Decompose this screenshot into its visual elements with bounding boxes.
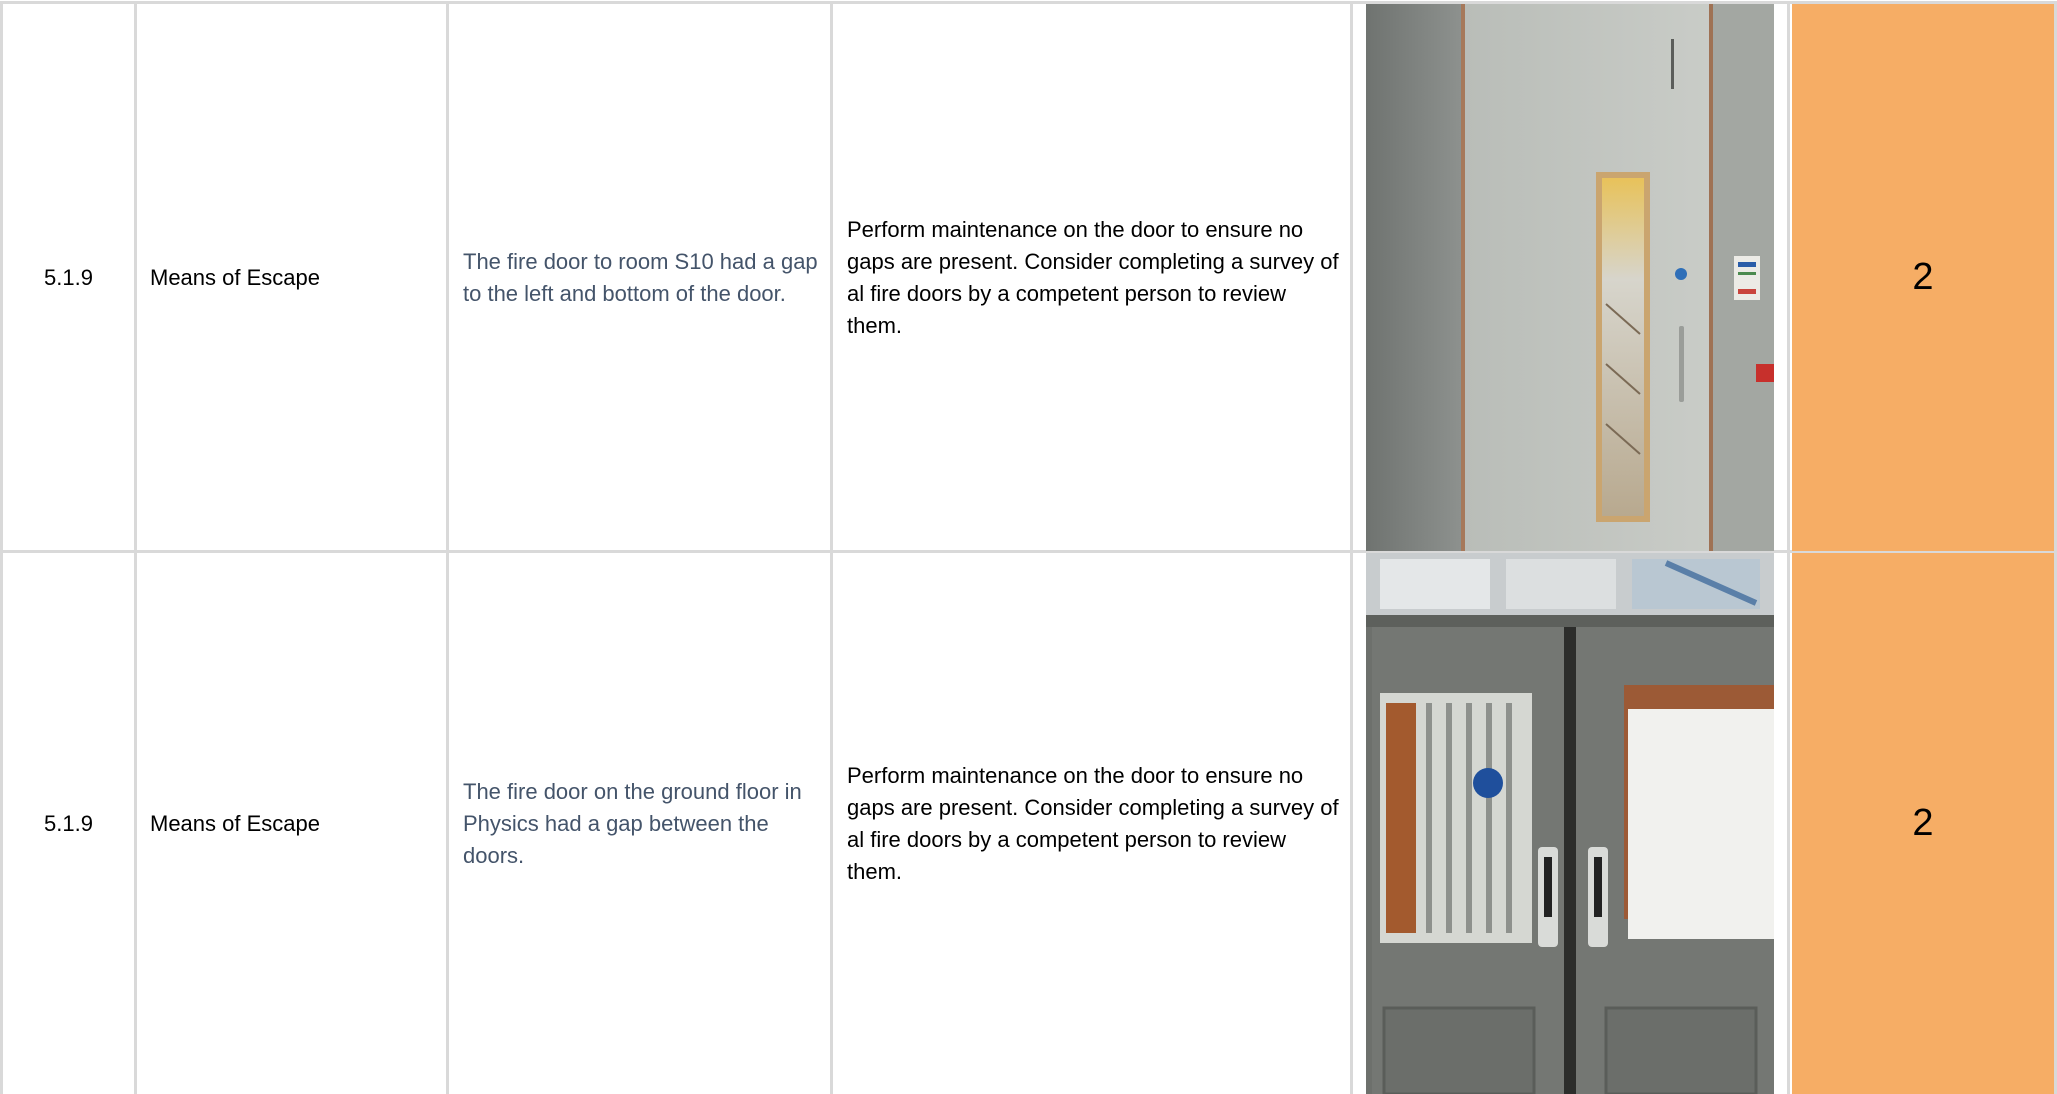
observation-cell: The fire door to room S10 had a gap to the left and bottom of the door. [463,248,818,306]
fire-door-single-photo [1366,4,1774,551]
priority-cell: 2 [1792,4,2054,551]
priority-cell: 2 [1792,553,2054,1094]
fire-door-double-photo [1366,553,1774,1094]
recommendation-cell: Perform maintenance on the door to ensure no gaps are present. Consider completing a survey of al fire doors by a competent person to review them. [847,762,1339,884]
category-cell: Means of Escape [150,264,320,290]
category-cell: Means of Escape [150,810,320,836]
reference-cell: 5.1.9 [44,264,93,290]
reference-cell: 5.1.9 [44,810,93,836]
recommendation-cell: Perform maintenance on the door to ensure no gaps are present. Consider completing a survey of al fire doors by a competent person to review them. [847,216,1339,338]
table-row [0,553,2057,1094]
table-row [0,4,2057,551]
observation-cell: The fire door on the ground floor in Physics had a gap between the doors. [463,778,802,868]
